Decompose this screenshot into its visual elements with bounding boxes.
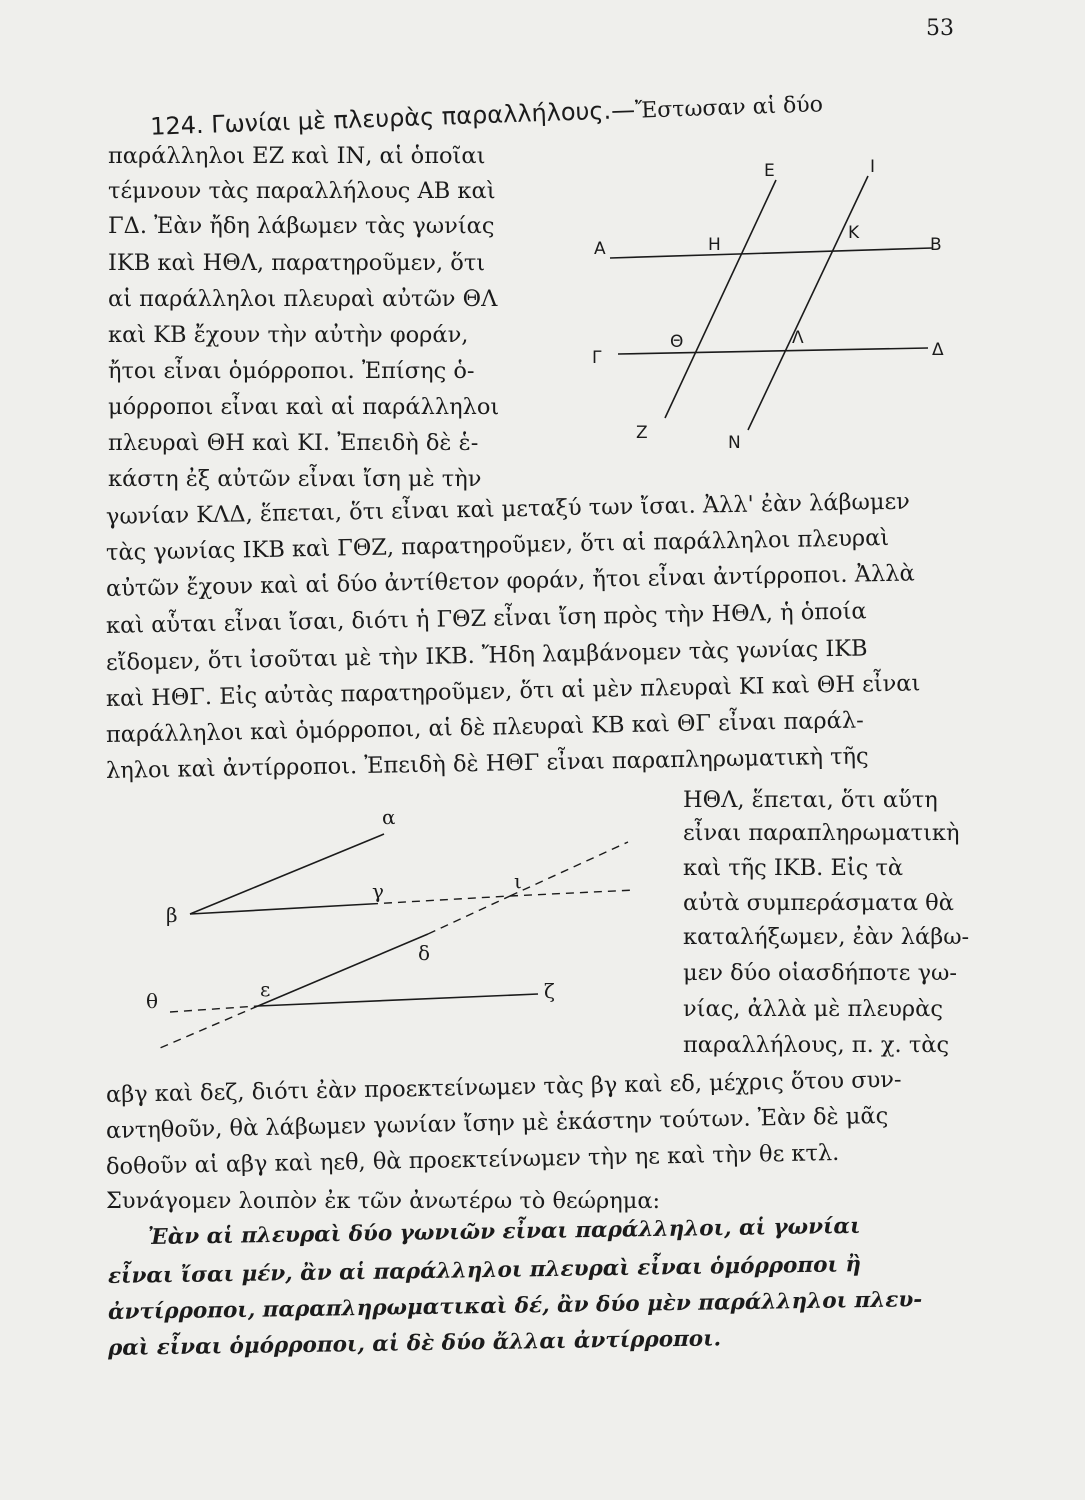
text-line: γωνίαν ΚΛΔ, ἕπεται, ὅτι εἶναι καὶ μεταξύ των ἴσαι. Ἀλλ' ἐὰν λάβωμεν (105, 488, 911, 530)
fig2-label-epsilon: ε (260, 977, 271, 1001)
fig1-label-lambda: Λ (792, 328, 804, 348)
fig1-label-theta: Θ (670, 332, 684, 352)
text-line: τὰς γωνίας ΙΚΒ καὶ ΓΘΖ, παρατηροῦμεν, ὅτι αἱ παράλληλοι πλευραὶ (105, 524, 890, 566)
fig2-label-gamma: γ (372, 879, 384, 903)
text-line: παράλληλοι ΕΖ καὶ ΙΝ, αἱ ὁποῖαι (108, 143, 486, 169)
section-title: 124. Γωνίαι μὲ πλευρὰς παραλλήλους.— (149, 95, 636, 141)
section-heading (150, 88, 824, 143)
page-number: 53 (926, 16, 954, 41)
fig1-label-z: Ζ (636, 423, 648, 443)
text-line: Συνάγομεν λοιπὸν ἐκ τῶν ἀνωτέρω τὸ θεώρημα: (106, 1188, 661, 1214)
fig1-label-e: Ε (764, 161, 775, 181)
text-line: καταλήξωμεν, ἐὰν λάβω- (683, 924, 970, 950)
text-line: παράλληλοι καὶ ὁμόρροποι, αἱ δὲ πλευραὶ ΚΒ καὶ ΘΓ εἶναι παράλ- (105, 707, 864, 748)
fig1-label-delta: Δ (932, 340, 944, 360)
text-line: εἴδομεν, ὅτι ἰσοῦται μὲ τὴν ΙΚΒ. Ἤδη λαμβάνομεν τὰς γωνίας ΙΚΒ (105, 635, 868, 676)
fig1-label-n: Ν (728, 433, 741, 453)
text-line: μεν δύο οἱασδήποτε γω- (683, 960, 957, 986)
text-line: ΗΘΛ, ἕπεται, ὅτι αὕτη (683, 787, 938, 813)
text-line: αντηθοῦν, θὰ λάβωμεν γωνίαν ἴσην μὲ ἑκάστην τούτων. Ἐὰν δὲ μᾶς (105, 1102, 889, 1144)
text-line: πλευραὶ ΘΗ καὶ ΚΙ. Ἐπειδὴ δὲ ἑ- (108, 430, 479, 456)
fig2-label-beta: β (166, 903, 178, 927)
fig2-label-alpha: α (382, 805, 396, 829)
text-line: καὶ τῆς ΙΚΒ. Εἰς τὰ (683, 855, 904, 881)
text-line: κάστη ἐξ αὐτῶν εἶναι ἴση μὲ τὴν (108, 466, 482, 492)
text-line: καὶ αὗται εἶναι ἴσαι, διότι ἡ ΓΘΖ εἶναι ἴση πρὸς τὴν ΗΘΛ, ἡ ὁποία (105, 598, 867, 639)
text-line: αἱ παράλληλοι πλευραὶ αὐτῶν ΘΛ (108, 286, 498, 312)
text-line: ἤτοι εἶναι ὁμόρροποι. Ἐπίσης ὁ- (108, 358, 475, 384)
text-line: καὶ ΗΘΓ. Εἰς αὐτὰς παρατηροῦμεν, ὅτι αἱ μὲν πλευραὶ ΚΙ καὶ ΘΗ εἶναι (105, 670, 921, 712)
fig1-label-gamma: Γ (592, 348, 602, 368)
fig1-label-b: Β (930, 235, 942, 255)
parallel-lines-figure (580, 150, 960, 460)
fig1-label-h: Η (708, 235, 721, 255)
fig1-label-k: Κ (848, 223, 860, 243)
text-line: εἶναι παραπληρωματικὴ (683, 820, 960, 846)
theorem-line: Ἐὰν αἱ πλευραὶ δύο γωνιῶν εἶναι παράλληλοι, αἱ γωνίαι (147, 1213, 861, 1250)
theorem-line: εἶναι ἴσαι μέν, ἂν αἱ παράλληλοι πλευραὶ εἶναι ὁμόρροποι ἢ (107, 1252, 862, 1289)
text-line: παραλλήλους, π. χ. τὰς (683, 1032, 950, 1058)
fig2-label-iota: ι (514, 869, 522, 893)
heading-continuation: Ἔστωσαν αἱ δύο (634, 92, 824, 124)
text-line: καὶ ΚΒ ἔχουν τὴν αὐτὴν φοράν, (108, 322, 469, 348)
text-line: ΙΚΒ καὶ ΗΘΛ, παρατηροῦμεν, ὅτι (108, 250, 486, 276)
fig2-label-theta: θ (146, 989, 159, 1013)
theorem-line: ραὶ εἶναι ὁμόρροποι, αἱ δὲ δύο ἄλλαι ἀντίρροποι. (107, 1326, 722, 1361)
text-line: αὐτὰ συμπεράσματα θὰ (683, 890, 954, 916)
fig2-label-delta: δ (418, 941, 431, 965)
theorem-line: ἀντίρροποι, παραπληρωματικαὶ δέ, ἂν δύο μὲν παράλληλοι πλευ- (107, 1287, 923, 1325)
text-line: νίας, ἀλλὰ μὲ πλευρὰς (683, 996, 943, 1022)
fig1-label-i: Ι (870, 157, 876, 177)
text-line: ληλοι καὶ ἀντίρροποι. Ἐπειδὴ δὲ ΗΘΓ εἶναι παραπληρωματικὴ τῆς (105, 743, 869, 784)
text-line: ΓΔ. Ἐὰν ἤδη λάβωμεν τὰς γωνίας (108, 213, 495, 239)
text-line: αὐτῶν ἔχουν καὶ αἱ δύο ἀντίθετον φοράν, ἤτοι εἶναι ἀντίρροποι. Ἀλλὰ (105, 560, 915, 602)
fig1-label-a: Α (594, 239, 606, 259)
fig2-label-zeta: ζ (544, 979, 555, 1003)
angle-extension-figure (140, 800, 660, 1060)
text-line: αβγ καὶ δεζ, διότι ἐὰν προεκτείνωμεν τὰς βγ καὶ εδ, μέχρις ὅτου συν- (105, 1066, 902, 1108)
text-line: τέμνουν τὰς παραλλήλους ΑΒ καὶ (108, 178, 496, 204)
text-line: δοθοῦν αἱ αβγ καὶ ηεθ, θὰ προεκτείνωμεν τὴν ηε καὶ τὴν θε κτλ. (105, 1139, 840, 1180)
text-line: μόρροποι εἶναι καὶ αἱ παράλληλοι (108, 394, 500, 420)
